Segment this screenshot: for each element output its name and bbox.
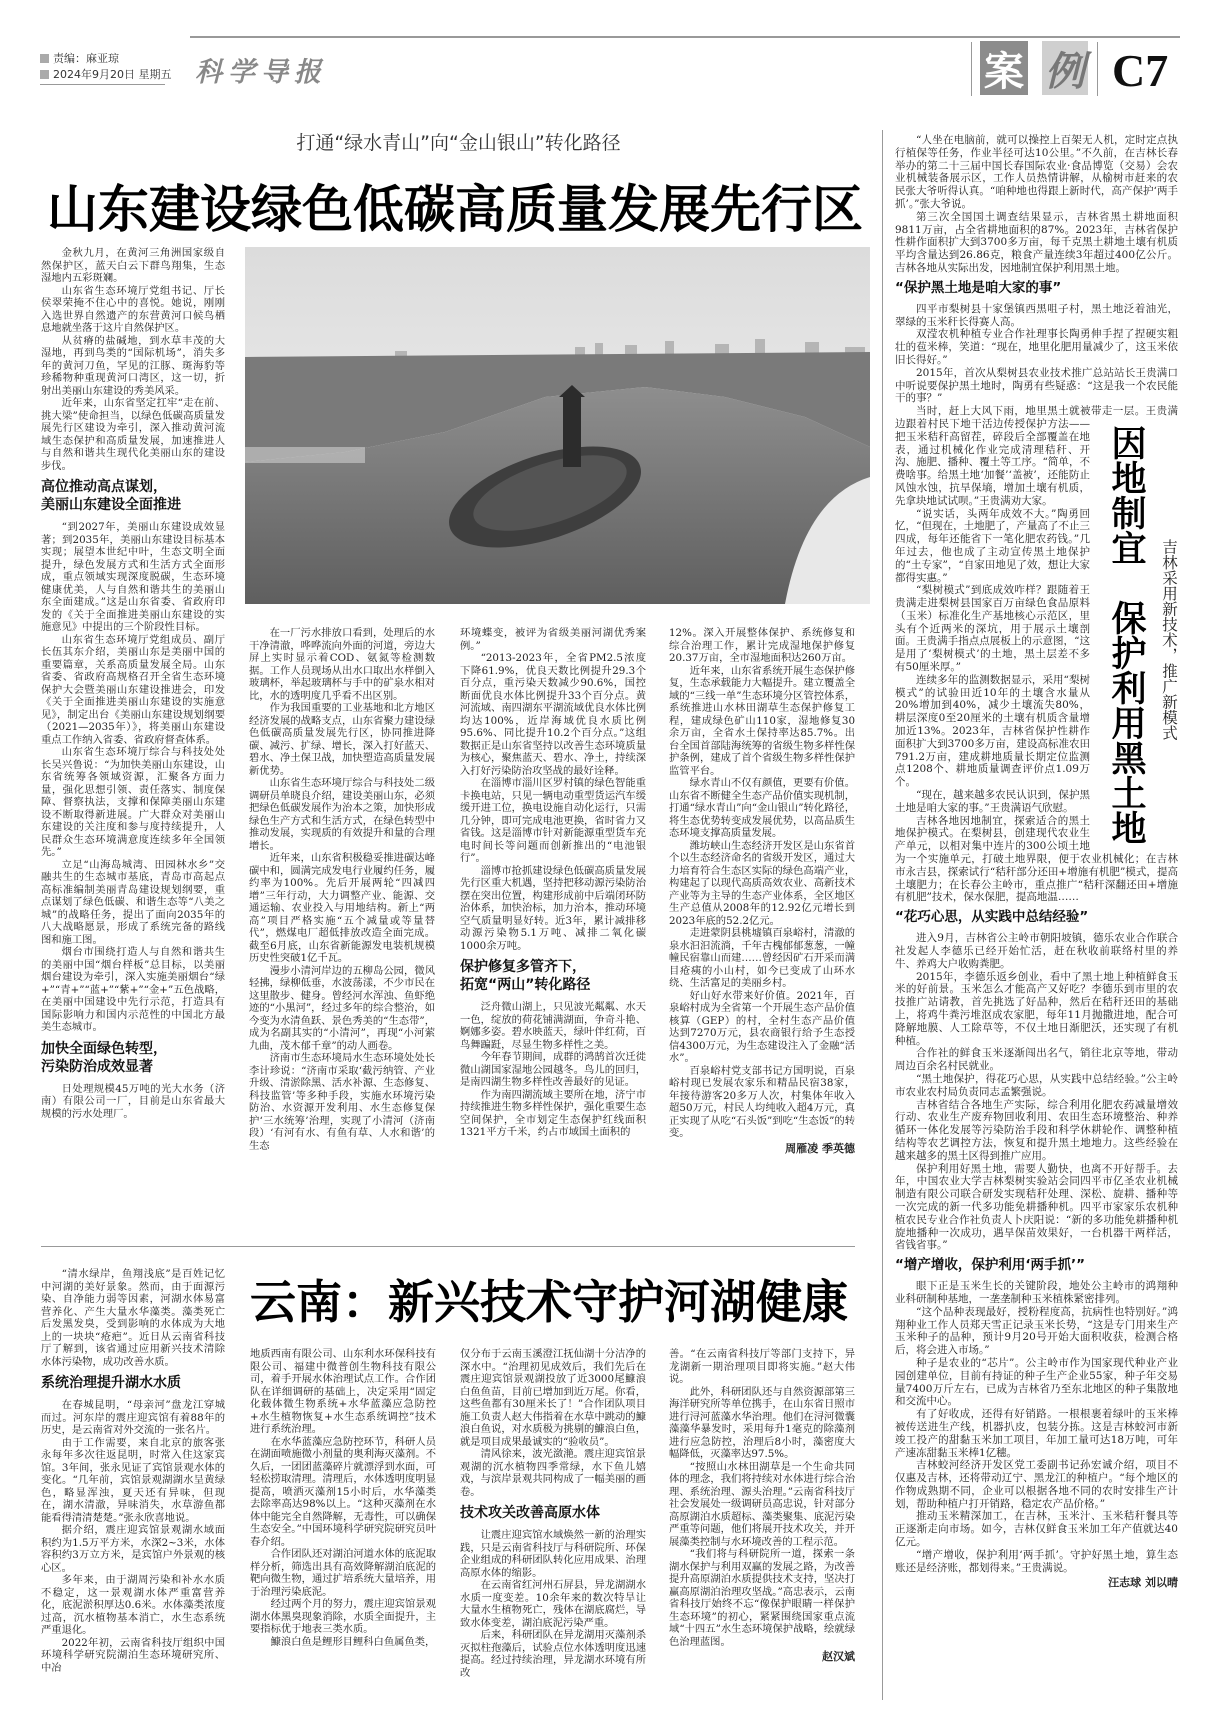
paragraph: 从贫瘠的盐碱地，到水草丰茂的大湿地，再到鸟类的“国际机场”，消失多年的黄河刀鱼，罕见的江豚、斑海豹等珍稀物种重现黄河口湾区，这一切，折射出美丽山东建设的秀美风采。 xyxy=(41,334,225,397)
section-char: 例 xyxy=(1045,47,1085,95)
shandong-left-column xyxy=(41,247,225,1120)
paragraph: 后来，科研团队在异龙湖用灭藻剂杀灭拟柱孢藻后，试验点位水体透明度迅速提高。经过持续治理，异龙湖水环境有所改 xyxy=(460,1629,646,1679)
paragraph: 连续多年的监测数据显示，采用“梨树模式”的试验田近10年的土壤含水量从20%增加到40%，减少土壤流失80%，耕层深度0至20厘米的土壤有机质含量增加近13%。2023年，吉林省保护性耕作面积扩大到3700多万亩，建设高标准农田791.2万亩，建成耕地质量长期定位监测点1208个、耕地质量调查评价点1.09万个。 xyxy=(895,673,1090,789)
paragraph: 在一厂污水排放口看到，处理后的水干净清澈，哗哗流向外面的河道，旁边大屏上实时显示着COD、氨氮等检测数据。工作人员现场从出水口取出水样倒入玻璃杯，举起玻璃杯与手中的矿泉水相对比，水的透明度几乎看不出区别。 xyxy=(249,627,435,702)
paragraph: 四平市梨树县十家堡镇西黑咀子村，黑土地泛着油光，翠绿的玉米秆长得赛人高。 xyxy=(895,302,1178,328)
paragraph-continued: 地质西南有限公司、山东利水环保科技有限公司、福建中微普创生物科技有限公司，着手开展水体治理试点工作。合作团队在详细调研的基础上，决定采用“固定化载体微生物系统+水华蓝藻应急防控+水生植物恢复+水生态系统调控”技术进行系统治理。 xyxy=(250,1348,436,1435)
paragraph: “到2027年，美丽山东建设成效显著；到2035年，美丽山东建设目标基本实现；展望本世纪中叶，生态文明全面提升，绿色发展方式和生活方式全面形成，重点领域实现深度脱碳，生态环境健康优美，人与自然和谐共生的美丽山东全面建成。”这是山东省委、省政府印发的《关于全面推进美丽山东建设的实施意见》中提出的三个阶段性目标。 xyxy=(41,521,225,633)
buildings-left xyxy=(245,447,365,463)
paragraph: 近年来，山东省系统开展生态保护修复，生态承载能力大幅提升。建立覆盖全域的“三线一单”生态环境分区管控体系，系统推进山水林田湖草生态保护修复工程，建成绿色矿山110家，湿地修复30余万亩，全省水土保持率达85.7%。出台全国首部陆海统筹的省级生物多样性保护条例，建成了首个省级生物多样性保护监管平台。 xyxy=(669,664,855,777)
paragraph: 在春城昆明，“母亲河”盘龙江穿城而过。河东岸的震庄迎宾馆有着88年的历史，是云南省对外交流的一张名片。 xyxy=(41,1399,225,1436)
jilin-intro xyxy=(895,134,1178,367)
paragraph: 走进蒙阴县桃墟镇百泉峪村，清澈的泉水汩汩流淌，千年古槐郁郁葱葱，一幢幢民宿靠山而建……曾经因矿石开采而满目疮痍的小山村，如今已变成了山环水绕、生活富足的美丽乡村。 xyxy=(669,927,855,989)
jilin-byline: 汪志球 刘以晴 xyxy=(1108,1576,1178,1590)
section-box-1 xyxy=(980,41,1028,95)
paragraph: 2015年，李德乐返乡创业，看中了黑土地上种植鲜食玉米的好前景。玉米怎么才能高产又好吃？李德乐到市里的农技推广站请教，首先挑选了好品种，然后在秸秆还田的基础上，将鸡牛粪污堆沤成农家肥，每年11月抛撒进地，配合可降解地膜、人工除草等，不仅土地日渐肥沃，还实现了有机种植。 xyxy=(895,970,1178,1047)
paragraph: 双滢农机种植专业合作社理事长陶勇伸手捏了捏硬实粗壮的苞米棒，笑道：“现在，地里化肥用量减少了，这玉米依旧长得好。” xyxy=(895,328,1178,366)
subheading: 高位推动高点谋划， 美丽山东建设全面推进 xyxy=(41,479,181,513)
paragraph: 清风徐来，波光潋滟。震庄迎宾馆景观湖的沉水植物四季常绿，水下鱼儿嬉戏，与滨岸景观共同构成了一幅美丽的画卷。 xyxy=(460,1448,646,1498)
paragraph: “人坐在电脑前，就可以操控上百架无人机，定时定点执行植保等任务，作业半径可达10公里。”不久前，在吉林长春举办的第二十三届中国长春国际农业·食品博览（交易）会农业机械装备展示区，工作人员热情讲解，从榆树市赶来的农民张大爷听得认真。“咱种地也得跟上新时代，高产保护‘两手抓’。”张大爷说。 xyxy=(895,134,1178,210)
paragraph: “我们将与科研院所一道，探索一条湖水保护与利用双赢的发展之路，为改善提升高原湖泊水质提供技术支持，坚决打赢高原湖泊治理攻坚战。”高忠表示，云南省科技厅始终不忘“像保护眼睛一样保护生态环境”的初心，紧紧围绕国家重点流域“十四五”水生态环境保护战略，绘就绿色治理蓝图。 xyxy=(669,1548,855,1648)
paragraph: “黑土地保护，得花巧心思，从实践中总结经验。”公主岭市农业农村局负责同志孟繁强说。 xyxy=(895,1072,1178,1098)
yunnan-column-2 xyxy=(460,1348,646,1679)
paragraph: 漫步小清河岸边的五柳岛公园，微风轻拂，绿柳低垂，水波荡漾，不少市民在这里散步、健身。曾经河水浑浊、鱼虾绝迹的“小黑河”，经过多年的综合整治，如今变为水清鱼跃、景色秀美的“生态带”，成为名副其实的“小清河”，再现“小河萦九曲，茂木郁千章”的动人画卷。 xyxy=(249,964,435,1052)
shandong-column-3 xyxy=(669,627,855,1140)
paragraph: 合作社的鲜食玉米逐渐闯出名气，销往北京等地，带动周边百余名村民就业。 xyxy=(895,1047,1178,1073)
paragraph: “清水绿岸，鱼翔浅底”是百姓记忆中河湖的美好景象。然而，由于面源污染、自净能力弱等因素，河湖水体易富营养化、产生大量水华藻类。藻类死亡后发黑发臭，受到影响的水体成为大地上的一块块“疮疤”。近日从云南省科技厅了解到，该省通过应用新兴技术清除水体污染物，成功改善水质。 xyxy=(41,1268,225,1368)
section-divider-right xyxy=(1097,42,1098,96)
paragraph: 山东省生态环境厅党组书记、厅长侯翠荣掩不住心中的喜悦。她说，刚刚入选世界自然遗产的东营黄河口候鸟栖息地就坐落于这片自然保护区。 xyxy=(41,284,225,334)
pagoda xyxy=(563,397,581,467)
paragraph: 山东省生态环境厅综合与科技处二级调研员单晓良介绍，建设美丽山东，必须把绿色低碳发展作为治本之策，加快形成绿色生产方式和生活方式，在绿色转型中推动发展，实现质的有效提升和量的合理增长。 xyxy=(249,777,435,852)
paragraph: 吉林省结合各地生产实际，综合利用化肥农药减量增效行动、农业生产废弃物回收利用、农田生态环境整治、种养循环一体化发展等污染防治手段和科学休耕轮作、调整种植结构等农艺调控方法，恢复和提升黑土地地力。这些经验在越来越多的黑土区得到推广应用。 xyxy=(895,1098,1178,1162)
section-box-2 xyxy=(1042,41,1088,95)
jilin-article xyxy=(895,134,1178,1589)
paragraph: 当时，赶上大风下雨，地里黑土就被带走一层。王贵满边跟着村民下地干活边传授保护方法——把玉米秸秆高留茬，碎段后全部覆盖在地表，通过机械化作业完成清理秸秆、开沟、施肥、播种、覆土等工序。“简单，不费啥事。给黑土地‘加餐’‘盖被’，还能防止风蚀水蚀，抗旱保墒，增加土壤有机质，先拿块地试试呗。”王贵满劝大家。 xyxy=(895,405,1178,507)
paragraph: 推动玉米精深加工，在吉林，玉米汁、玉米秸秆餐具等正逐渐走向市场。如今，吉林仅鲜食玉米加工年产值就达40亿元。 xyxy=(895,1510,1178,1549)
bullet-square-icon xyxy=(40,70,49,79)
header-underline xyxy=(40,84,165,85)
section-divider xyxy=(41,1246,855,1247)
paragraph: 在云南省红河州石屏县，异龙湖湖水水质一度变差。10余年来的数次特旱让大量水生植物死亡，残体在湖底腐烂，导致水体变差，湖泊底泥污染严重。 xyxy=(460,1579,646,1629)
bullet-square-icon xyxy=(40,54,49,63)
subheading: “增产增收，保护利用‘两手抓’” xyxy=(895,1257,1086,1274)
paragraph: “现在，越来越多农民认识到，保护黑土地是咱大家的事。”王贵满语气欣慰。 xyxy=(895,789,1090,814)
paragraph: 作为我国重要的工业基地和北方地区经济发展的战略支点，山东省聚力建设绿色低碳高质量发展先行区，协同推进降碳、减污、扩绿、增长，深入打好蓝天、碧水、净土保卫战，加快塑造高质量发展新优势。 xyxy=(249,702,435,777)
editor-name: 责编：麻亚琼 xyxy=(53,52,119,65)
paragraph: 立足“山海岛城湾、田园林水乡”交融共生的生态城市基底，青岛市高起点高标准编制美丽青岛建设规划纲要，重点谋划了绿色低碳、和谐生态等“八美之城”的战略任务，提出了面向2035年的八大战略愿景，形成了系统完备的路线图和施工图。 xyxy=(41,858,225,946)
paragraph: 好山好水带来好价值。2021年，百泉峪村成为全省第一个开展生态产品价值核算（GEP）的村，全村生态产品价值达到7270万元，县农商银行给予生态授信4300万元，为生态建设注入了金融“活水”。 xyxy=(669,989,855,1064)
yunnan-column-1 xyxy=(250,1348,436,1648)
yunnan-column-3-wrap xyxy=(669,1348,855,1663)
shandong-column-1 xyxy=(249,627,435,1152)
paragraph: 近年来，山东省积极稳妥推进碳达峰碳中和，圆满完成发电行业履约任务，履约率为100%。先后开展两轮“四减四增”三年行动，大力调整产业、能源、交通运输、农业投入与用地结构。新上“两高”项目严格实施“五个减量或等量替代”，燃煤电厂超低排放改造全面完成。截至6月底，山东省新能源发电装机规模历史性突破1亿千瓦。 xyxy=(249,852,435,964)
subheading: 加快全面绿色转型， 污染防治成效显著 xyxy=(41,1040,167,1075)
paragraph: 多年来，由于湖周污染和补水水质不稳定，这一景观湖水体严重富营养化，底泥淤积厚达0.6米。水体藻类浓度过高，沉水植物基本消亡，水生态系统严重退化。 xyxy=(41,1574,225,1636)
paragraph: 烟台市围绕打造人与自然和谐共生的美丽中国“烟台样板”总目标，以美丽烟台建设为牵引，深入实施美丽烟台“绿+”“青+”“蓝+”“紫+”“金+”五色战略，在美丽中国建设中先行示范，打造具有国际影响力和国内示范性的中国北方最美生态城市。 xyxy=(41,946,225,1033)
paragraph-continued: 环境蝶变，被评为省级美丽河湖优秀案例。” xyxy=(460,627,646,652)
paragraph: “按照山水林田湖草是一个生命共同体的理念，我们将持续对水体进行综合治理、系统治理、源头治理。”云南省科技厅社会发展处一级调研员高忠说，针对部分高原湖泊水质超标、藻类聚集、底泥污染严重等问题，他们将展开技术攻关，并开展藻类控制与水环境改善的工程示范。 xyxy=(669,1460,855,1548)
paragraph: 经过两个月的努力，震庄迎宾馆景观湖水体黑臭现象消除，水质全面提升，主要指标优于地表三类水质。 xyxy=(250,1598,436,1635)
subheading: “花巧心思，从实践中总结经验” xyxy=(895,909,1089,926)
jilin-headline: 因地制宜 保护利用黑土地 xyxy=(1106,425,1147,845)
page-number: C7 xyxy=(1112,45,1169,96)
paragraph: 吉林各地因地制宜，探索适合的黑土地保护模式。在梨树县，创建现代农业生产单元，以相对集中连片的300公顷土地为一个实施单元，打破土地界限，便于农业机械化；在吉林市永吉县，探索试行“秸秆部分还田+增施有机肥”模式，提高土壤肥力；在长春公主岭市，重点推广“秸秆深翻还田+增施有机肥”技术，保水保肥，提高地温…… xyxy=(895,814,1178,904)
paragraph: 今年春节期间，成群的鸿鹄首次迁徙微山湖国家湿地公园越冬。鸟儿的回归，是南四湖生物多样性改善最好的见证。 xyxy=(460,1051,646,1088)
lake-island-photo xyxy=(245,247,870,604)
section-char: 案 xyxy=(984,48,1024,95)
paragraph: “这个品种表现最好，授粉程度高，抗病性也特别好。”鸿翔种业工作人员郑天雪正记录玉米长势，“这是专门用来生产玉米种子的品种，预计9月20号开始大面积收获，检测合格后，将会进入市场。” xyxy=(895,1305,1178,1357)
paragraph: “2013-2023年，全省PM2.5浓度下降61.9%，优良天数比例提升29.3个百分点，重污染天数减少90.6%，国控断面优良水体比例提升33个百分点。黄河流域、南四湖东平湖流域优良水体比例均达100%，近岸海域优良水质比例95.6%、同比提升10.2个百分点。”这组数据正是山东省坚持以改善生态环境质量为核心，聚焦蓝天、碧水、净土，持续深入打好污染防治攻坚战的最好诠释。 xyxy=(460,652,646,777)
paragraph: “说实话，头两年成效不大。”陶勇回忆，“但现在，土地肥了，产量高了不止三四成，每年还能省下一笔化肥农药钱。”几年过去，他也成了主动宣传黑土地保护的“土专家”，“自家田地见了效，想让大家都得实惠。” xyxy=(895,507,1090,584)
paragraph-continued: 仅分布于云南玉溪澄江抚仙湖十分洁净的深水中。“治理初见成效后，我们先后在震庄迎宾馆景观湖投放了近3000尾鱇浪白鱼鱼苗，目前已增加到近万尾。你看，这些鱼都有30厘米长了！”合作团队项目施工负责人赵大伟指着在水草中跳动的鱇浪白鱼说，对水质极为挑剔的鱇浪白鱼，就是项目成果最诚实的“验收员”。 xyxy=(460,1348,646,1448)
shandong-headline: 山东建设绿色低碳高质量发展先行区 xyxy=(47,181,864,240)
yunnan-left-column xyxy=(41,1268,225,1674)
paragraph: “梨树模式”到底成效咋样？跟随着王贵满走进梨树县国家百万亩绿色食品原料（玉米）标准化生产基地核心示范区，里头有个近两米的深坑，用于展示土壤剖面。王贵满手指点点展板上的示意图，“这是用了‘梨树模式’的土地，黑土层差不多有50厘米厚。” xyxy=(895,584,1090,674)
shandong-byline: 周雁凌 季英德 xyxy=(785,1141,855,1155)
shandong-column-2 xyxy=(460,627,646,1139)
section-divider-left xyxy=(971,42,972,96)
shandong-subtitle: 打通“绿水青山”向“金山银山”转化路径 xyxy=(296,132,621,154)
paragraph: 2015年，首次从梨树县农业技术推广总站站长王贵满口中听说要保护黑土地时，陶勇有些疑惑：“这是我一个农民能干的事？” xyxy=(895,366,1178,405)
paragraph: 此外，科研团队还与自然资源部第三海洋研究所等单位携手，在山东省日照市进行浔河蓝藻水华治理。他们在浔河微囊藻藻华暴发时，采用每升1毫克的除藻剂进行应急防控，治理后8小时，藻密度大幅降低，灭藻率达97.5%。 xyxy=(669,1385,855,1460)
photo-image xyxy=(245,247,870,604)
paragraph: 金秋九月，在黄河三角洲国家级自然保护区，蓝天白云下群鸟翔集，生态湿地内五彩斑斓。 xyxy=(41,247,225,284)
paragraph: 作为南四湖流域主要所在地，济宁市持续推进生物多样性保护，强化重要生态空间保护，全市划定生态保护红线面积1321平方千米，约占市域国土面积的 xyxy=(460,1088,646,1138)
yunnan-headline: 云南：新兴技术守护河湖健康 xyxy=(250,1275,848,1329)
paragraph: 第三次全国国土调查结果显示，吉林省黑土耕地面积9811万亩，占全省耕地面积的87%。2023年，吉林省保护性耕作面积扩大到3700多万亩，每千克黑土耕地土壤有机质平均含量达到26.86克，粮食产量连续3年超过400亿公斤。吉林各地从实际出发，因地制宜保护利用黑土地。 xyxy=(895,210,1178,274)
date-line xyxy=(40,66,172,82)
paragraph: 山东省生态环境厅综合与科技处处长吴兴鲁说：“为加快美丽山东建设，山东省统筹各领域资源，汇聚各方面力量，强化思想引领、责任落实、制度保障、督察执法，支撑和保障美丽山东建设不断取得新进展。广大群众对美丽山东建设的关注度和参与度持续提升，人民群众生态环境满意度连续多年全国领先。” xyxy=(41,746,225,858)
paragraph-continued: 善。“在云南省科技厅等部门支持下，异龙湖新一期治理项目即将实施。”赵大伟说。 xyxy=(669,1348,855,1385)
paragraph: 近年来，山东省坚定扛牢“走在前、挑大梁”使命担当，以绿色低碳高质量发展先行区建设为牵引，深入推动黄河流域生态保护和高质量发展，加速推进人与自然和谐共生现代化美丽山东的建设步伐。 xyxy=(41,397,225,472)
paragraph: 据介绍，震庄迎宾馆景观湖水域面积约为1.5万平方米，水深2~3米，水体容积约3万立方米，是宾馆户外景观的核心区。 xyxy=(41,1524,225,1574)
paragraph: 淄博市抢抓建设绿色低碳高质量发展先行区重大机遇，坚持把移动源污染防治摆在突出位置，构建形成前中后端闭环防治体系，加快治标，加力治本，推动环境空气质量明显好转。近3年，累计减排移动源污染物5.1万吨、减排二氧化碳1000余万吨。 xyxy=(460,864,646,952)
paragraph: 鱇浪白鱼是鲤形目鲤科白鱼属鱼类， xyxy=(270,1635,436,1648)
paragraph: 潍坊峡山生态经济开发区是山东省首个以生态经济命名的省级开发区，通过大力培育符合生态区实际的绿色高端产业，构建起了以现代高质高效农业、高新技术产业等为主导的生态产业体系，全区地区生产总值从2008年的12.92亿元增长到2023年底的52.2亿元。 xyxy=(669,839,855,927)
paragraph: 合作团队还对湖泊河道水体的底泥取样分析，筛选出具有高效降解湖泊底泥的靶向微生物，通过扩培系统大量培养，用于治理污染底泥。 xyxy=(250,1548,436,1598)
subheading: 保护修复多管齐下， 拓宽“两山”转化路径 xyxy=(460,959,591,993)
shandong-column-3-wrap xyxy=(669,627,855,1155)
subheading: “保护黑土地是咱大家的事” xyxy=(895,279,1062,296)
paragraph: 日处理规模45万吨的光大水务（济南）有限公司一厂，目前是山东省最大规模的污水处理厂。 xyxy=(41,1082,225,1120)
newspaper-logo: 科学导报 xyxy=(195,57,327,88)
right-column-divider xyxy=(882,130,883,1700)
paragraph: 2022年初，云南省科技厅组织中国环境科学研究院湖泊生态环境研究所、中冶 xyxy=(41,1636,225,1674)
paragraph: 有了好收成，还得有好销路。一根根裹着绿叶的玉米棒被传送进生产线，机器扒皮，包装分拣。这是吉林蛟河市新竣工投产的甜黏玉米加工项目，年加工量可达18万吨，可年产速冻甜黏玉米棒1亿穗。 xyxy=(895,1408,1178,1459)
paragraph: 保护利用好黑土地，需要人勤快，也离不开好帮手。去年，中国农业大学吉林梨树实验站会同四平市亿圣农业机械制造有限公司联合研发实现秸秆处理、深松、旋耕、播种等一次完成的新一代多功能免耕播种机。四平市家家乐农机种植农民专业合作社负责人卜庆阳说：“新的多功能免耕播种机旋地播种一次成功，遇旱保苗效果好，一台机器干两样活，省钱省事。” xyxy=(895,1162,1178,1252)
paragraph: 让震庄迎宾馆水域焕然一新的治理实践，只是云南省科技厅与科研院所、环保企业组成的科研团队转化应用成果、治理高原水体的缩影。 xyxy=(460,1529,646,1579)
paragraph: 进入9月，吉林省公主岭市朝阳坡镇，德乐农业合作联合社发起人李德乐已经开始忙活，赶在秋收前联络村里的养牛、养鸡大户收购粪肥。 xyxy=(895,932,1178,970)
paragraph: 百泉峪村党支部书记方国明说，百泉峪村现已发展农家乐和精品民宿38家，年接待游客20多万人次，村集体年收入超50万元，村民人均纯收入超4万元，真正实现了从吃“石头饭”到吃“生态饭”的转变。 xyxy=(669,1064,855,1139)
top-rule xyxy=(190,36,1180,38)
yunnan-byline: 赵汉斌 xyxy=(822,1650,855,1663)
editor-line xyxy=(40,50,119,66)
paragraph: 济南市生态环境局水生态环境处处长李计珍说：“济南市采取‘截污纳管、产业升级、清淤除黑、活水补源、生态修复、科技监管’等多种手段，实施水环境污染防治、水资源开发利用、水生态修复保护‘三水统筹’治理，实现了小清河（济南段）‘有河有水、有鱼有草、人水和谐’的生态 xyxy=(249,1052,435,1152)
paragraph: 种子是农业的“芯片”。公主岭市作为国家现代种业产业园创建单位，目前有持证的种子生产企业55家，种子年交易量7400万斤左右，已成为吉林省乃至东北地区的种子集散地和交流中心。 xyxy=(895,1356,1178,1408)
paragraph: 在淄博市淄川区罗村镇的绿色智能重卡换电站，只见一辆电动重型货运汽车缓缓开进工位，换电设施自动化运行，只需几分钟，即可完成电池更换，省时省力又省钱。这是淄博市针对新能源重型货车充电时间长等问题而创新推出的“电池银行”。 xyxy=(460,777,646,864)
paragraph: 在水华蓝藻应急防控环节，科研人员在湖面喷施微小剂量的奥利海灭藻剂。不久后，一团团蓝藻碎片就漂浮到水面，可轻松捞取清理。清理后，水体透明度明显提高，喷洒灭藻剂15小时后，水华藻类去除率高达98%以上。“这种灭藻剂在水体中能完全自然降解，无毒性，可以确保生态安全。”中国环境科学研究院研究员叶春介绍。 xyxy=(250,1435,436,1548)
paragraph: 山东省生态环境厅党组成员、副厅长伍其东介绍，美丽山东是美丽中国的重要篇章，关系高质量发展全局。山东省委、省政府高规格召开全省生态环境保护大会暨美丽山东建设推进会，印发《关于全面推进美丽山东建设的实施意见》，制定出台《美丽山东建设规划纲要（2021—2035年）》，将美丽山东建设重点工作纳入省委、省政府督查体系。 xyxy=(41,633,225,746)
paragraph: 眼下正是玉米生长的关键阶段，地处公主岭市的鸿翔种业科研制种基地，一垄垄制种玉米植株紧密排列。 xyxy=(895,1280,1178,1305)
yunnan-column-3 xyxy=(669,1348,855,1648)
paragraph: “增产增收，保护利用‘两手抓’。守护好黑土地，算生态账还是经济账，都划得来。”王贵满说。 xyxy=(895,1548,1178,1574)
paragraph-continued: 12%。深入开展整体保护、系统修复和综合治理工作，累计完成湿地保护修复20.37万亩，全市湿地面积达260万亩。 xyxy=(669,627,855,664)
subheading: 系统治理提升湖水水质 xyxy=(41,1375,181,1391)
paragraph: 泛舟微山湖上，只见波光粼粼、水天一色，绽放的荷花铺满湖面，争奇斗艳、婀娜多姿。碧水映蓝天，绿叶伴红荷，百鸟舞蹁跹，尽显生物多样性之美。 xyxy=(460,1001,646,1051)
jilin-subheadline: 吉林采用新技术，推广新模式 xyxy=(1160,539,1178,741)
issue-date: 2024年9月20日 星期五 xyxy=(53,68,172,81)
subheading: 技术攻关改善高原水体 xyxy=(460,1505,600,1521)
paragraph: 由于工作需要，来自北京的旅客张永每年多次往返昆明，时常入住这家宾馆。3年间，张永见证了宾馆景观水体的变化。“几年前，宾馆景观湖湖水呈黄绿色，略显浑浊，夏天还有异味，但现在，湖水清澈，异味消失，水草游鱼都能看得清清楚楚。”张永欣喜地说。 xyxy=(41,1436,225,1524)
paragraph: 吉林蛟河经济开发区党工委副书记孙宏诚介绍，项目不仅惠及吉林，还将带动辽宁、黑龙江的种植户。“每个地区的作物成熟期不同，企业可以根据各地不同的农时安排生产计划，帮助种植户打开销路，稳定农产品价格。” xyxy=(895,1459,1178,1510)
paragraph: 绿水青山不仅有颜值，更要有价值。山东省不断健全生态产品价值实现机制，打通“绿水青山”向“金山银山”转化路径，将生态优势转变成发展优势，以高品质生态环境支撑高质量发展。 xyxy=(669,777,855,839)
